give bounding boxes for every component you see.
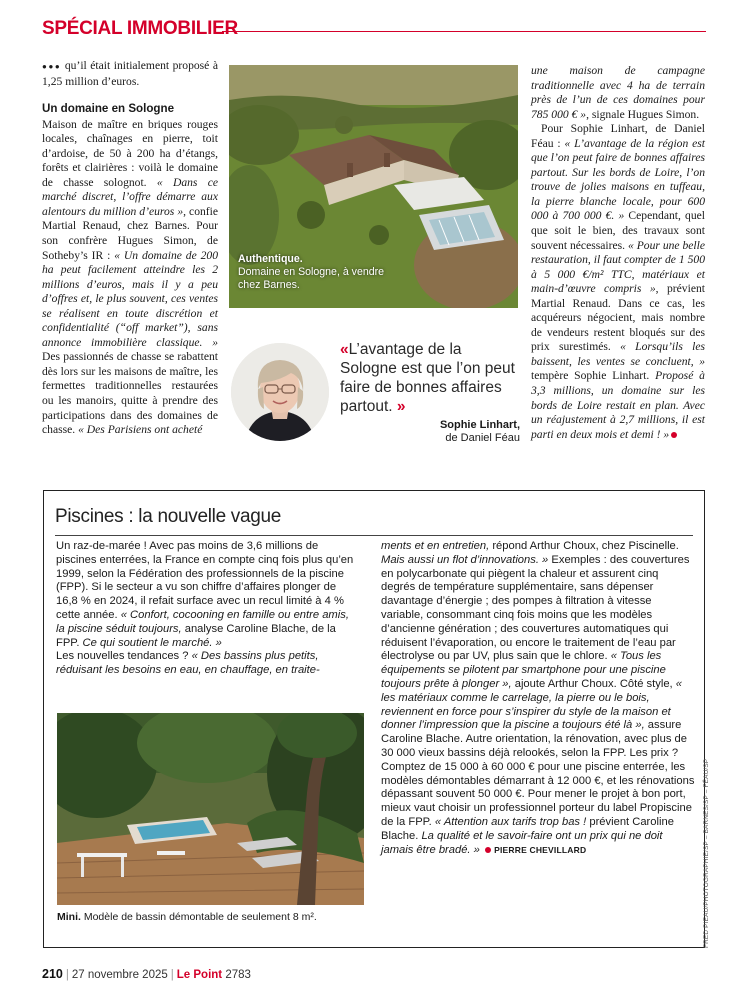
quote: « L’avantage de la région est que l’on peut faire de bonnes affaires partout. Sur les bords de Loire, l’on trouve de jolies maisons en tuffeau, la pierre blanche locale, pour 600 000 à 700 000 €. » (531, 136, 705, 223)
pool-photo-illustration (57, 713, 364, 905)
quote-close-mark: » (396, 398, 406, 415)
box-title-rule (55, 535, 693, 536)
quote: « Confort, cocooning en famille ou entre amis, la piscine séduit toujours, (56, 608, 349, 635)
pull-quote (340, 340, 520, 445)
pool-photo-caption (57, 911, 317, 923)
paragraph: ajoute Arthur Choux. Côté style, (514, 677, 673, 690)
page-footer: 210 | 27 novembre 2025 | Le Point 2783 (42, 967, 251, 981)
quote: ments et en entretien, (381, 540, 490, 552)
article-column-3 (531, 64, 705, 442)
caption-text: Domaine en Sologne, à vendre chez Barnes. (238, 266, 385, 291)
photo-domaine-sologne (229, 65, 518, 308)
quote: Ce qui soutient le marché. » (82, 636, 222, 649)
photo-credit (701, 700, 711, 948)
quote-author: Sophie Linhart, (439, 419, 520, 431)
caption-text: Modèle de bassin démontable de seulement 8 m². (83, 911, 317, 923)
quote: une maison de campagne traditionnelle avec 4 ha de terrain près de l’un de ces domaines pour 785 000 € » (531, 64, 705, 121)
section-title: SPÉCIAL IMMOBILIER (42, 18, 238, 39)
page-number: 210 (42, 967, 63, 981)
quote: « Des bassins plus petits, réduisant les besoins en eau, en chauffage, en traite- (56, 650, 320, 677)
article-column-1 (42, 59, 218, 438)
section-rule (222, 31, 706, 32)
end-mark (671, 432, 677, 438)
subhead: Un domaine en Sologne (42, 102, 175, 116)
photo-caption (238, 253, 408, 292)
quote: « Tous les équipements se pilotent par smartphone pour une piscine toujours prête à plonger », (381, 650, 666, 690)
photo-bassin-demontable (57, 713, 364, 905)
portrait-sophie-linhart (231, 343, 329, 441)
portrait-illustration (231, 343, 329, 441)
quote-affiliation: de Daniel Féau (445, 432, 520, 444)
paragraph: Cependant, quel que soit le bien, des travaux sont souvent nécessaires. (531, 209, 705, 252)
box-column-1 (56, 540, 356, 678)
paragraph: analyse Caroline Blache, de la FPP. (56, 622, 336, 649)
paragraph: , signale Hugues Simon. (586, 107, 700, 121)
quote: « Lorsqu’ils les baissent, les ventes se concluent, » (531, 340, 705, 368)
paragraph: prévient Caroline Blache. (381, 815, 674, 842)
lead-text: qu’il était initialement proposé à 1,25 million d’euros. (42, 59, 218, 88)
quote: Proposé à 3,3 millions, un domaine sur les bords de Loire restait en plan. Avec un réajustement à 2,7 millions, il est parti en deux mois et demi ! » (531, 369, 705, 441)
paragraph: , confie Martial Renaud, chez Barnes. Pour son confrère Hugues Simon, de Sotheby’s IR : (42, 204, 219, 262)
box-column-2 (381, 540, 695, 857)
paragraph: Un raz-de-marée ! Avec pas moins de 3,6 millions de piscines enterrées, la France en compte cinq fois plus qu’en 1999, selon la Fédération des professionnels de la piscine (FPP). Si le secteur a vu son chiffre d’affaires plonger de 16,8 % en 2024, il refait surface avec un recul limité à 4 % cette année. (56, 540, 354, 621)
issue-date: 27 novembre 2025 (71, 969, 168, 981)
quote: « Pour une belle restauration, il faut compter de 1 500 à 5 000 €/m² TTC, matériaux et main-d’œuvre compris » (531, 238, 706, 296)
pull-quote-text: L’avantage de la Sologne est que l’on peut faire de bonnes affaires partout. (340, 341, 515, 415)
magazine-brand: Le Point (176, 969, 223, 981)
continuation-marker: ●●● (42, 62, 62, 71)
quote: Mais aussi un flot d’innovations. » (381, 553, 549, 566)
quote: La qualité et le savoir-faire ont un prix qui ne doit jamais être bradé. » (381, 829, 663, 856)
quote-open-mark: « (340, 341, 349, 358)
paragraph: Les nouvelles tendances ? (56, 650, 189, 663)
paragraph: Pour Sophie Linhart, de Daniel Féau : (531, 122, 705, 150)
quote: « Dans ce marché discret, l’offre démarre aux alentours du million d’euros » (42, 175, 218, 218)
issue-number: 2783 (225, 969, 251, 981)
quote: « Des Parisiens ont acheté (78, 423, 203, 437)
box-title: Piscines : la nouvelle vague (55, 506, 282, 527)
author-signature: PIERRE CHEVILLARD (494, 844, 587, 855)
paragraph: Des passionnés de chasse se rabattent dès lors sur les maisons de maître, les fermettes traditionnelles restaurées ou les manoirs, quitte à prendre des participations dans des domaines de chasse. (42, 350, 218, 437)
paragraph: répond Arthur Choux, chez Piscinelle. (492, 540, 679, 552)
quote: « Attention aux tarifs trop bas ! (434, 815, 587, 828)
caption-title: Authentique. (238, 253, 303, 265)
photo-credit-text: FRED PIEAU/PHOTOGRAPHIE/SP – BARNES/SP – FÉAU/SP (703, 758, 710, 948)
paragraph: Exemples : des couvertures en polycarbonate qui piègent la chaleur et assurent cinq degrés de température supplémentaire, sans dépenser davantage d’énergie ; des pompes à filtration à vitesse variable, consommant cinq fois moins que les modèles d’ancienne génération ; des couvertures automatiques qui réduisent l’évaporation, ou encore le traitement de l’eau par électrolyse ou par UV, plus sain que le chlore. (381, 553, 690, 663)
end-mark (485, 847, 491, 853)
paragraph: tempère Sophie Linhart. (531, 369, 650, 383)
paragraph: assure Caroline Blache. Autre orientation, la rénovation, avec plus de 30 000 vieux bassins déjà relookés, selon la FPP. Les prix ? Comptez de 15 000 à 60 000 € pour une piscine enterrée, les modèles démontables démarrant à 12 000 €, et les rénovations dépassant souvent 50 000 €. Pour mener le projet à bon port, mieux vaut choisir un professionnel porteur du label Propiscine de la FPP. (381, 719, 695, 828)
quote: « Un domaine de 200 ha peut facilement atteindre les 2 millions d’euros, mais il y a peu d’offres et, le plus souvent, ces ventes se réalisent en toute discrétion et confidentialité (“off market”), sans annonce immobilière classique. » (42, 248, 218, 349)
caption-title: Mini. (57, 911, 81, 923)
paragraph: , prévient Martial Renaud. Dans ce cas, les acquéreurs négocient, mais nombre de vendeurs restent bloqués sur des prix surestimés. (531, 282, 705, 354)
quote: « les matériaux comme le carrelage, la pierre ou le bois, reviennent en force pour s’inspirer du style de la maison et donner l’impression que la piscine a toujours été là », (381, 677, 683, 732)
paragraph: Maison de maître en briques rouges locales, chaînages en pierre, toit d’ardoise, de 50 à 200 ha d’étangs, forêts et clairières : voilà le domaine de chasse solognot. (42, 117, 218, 189)
